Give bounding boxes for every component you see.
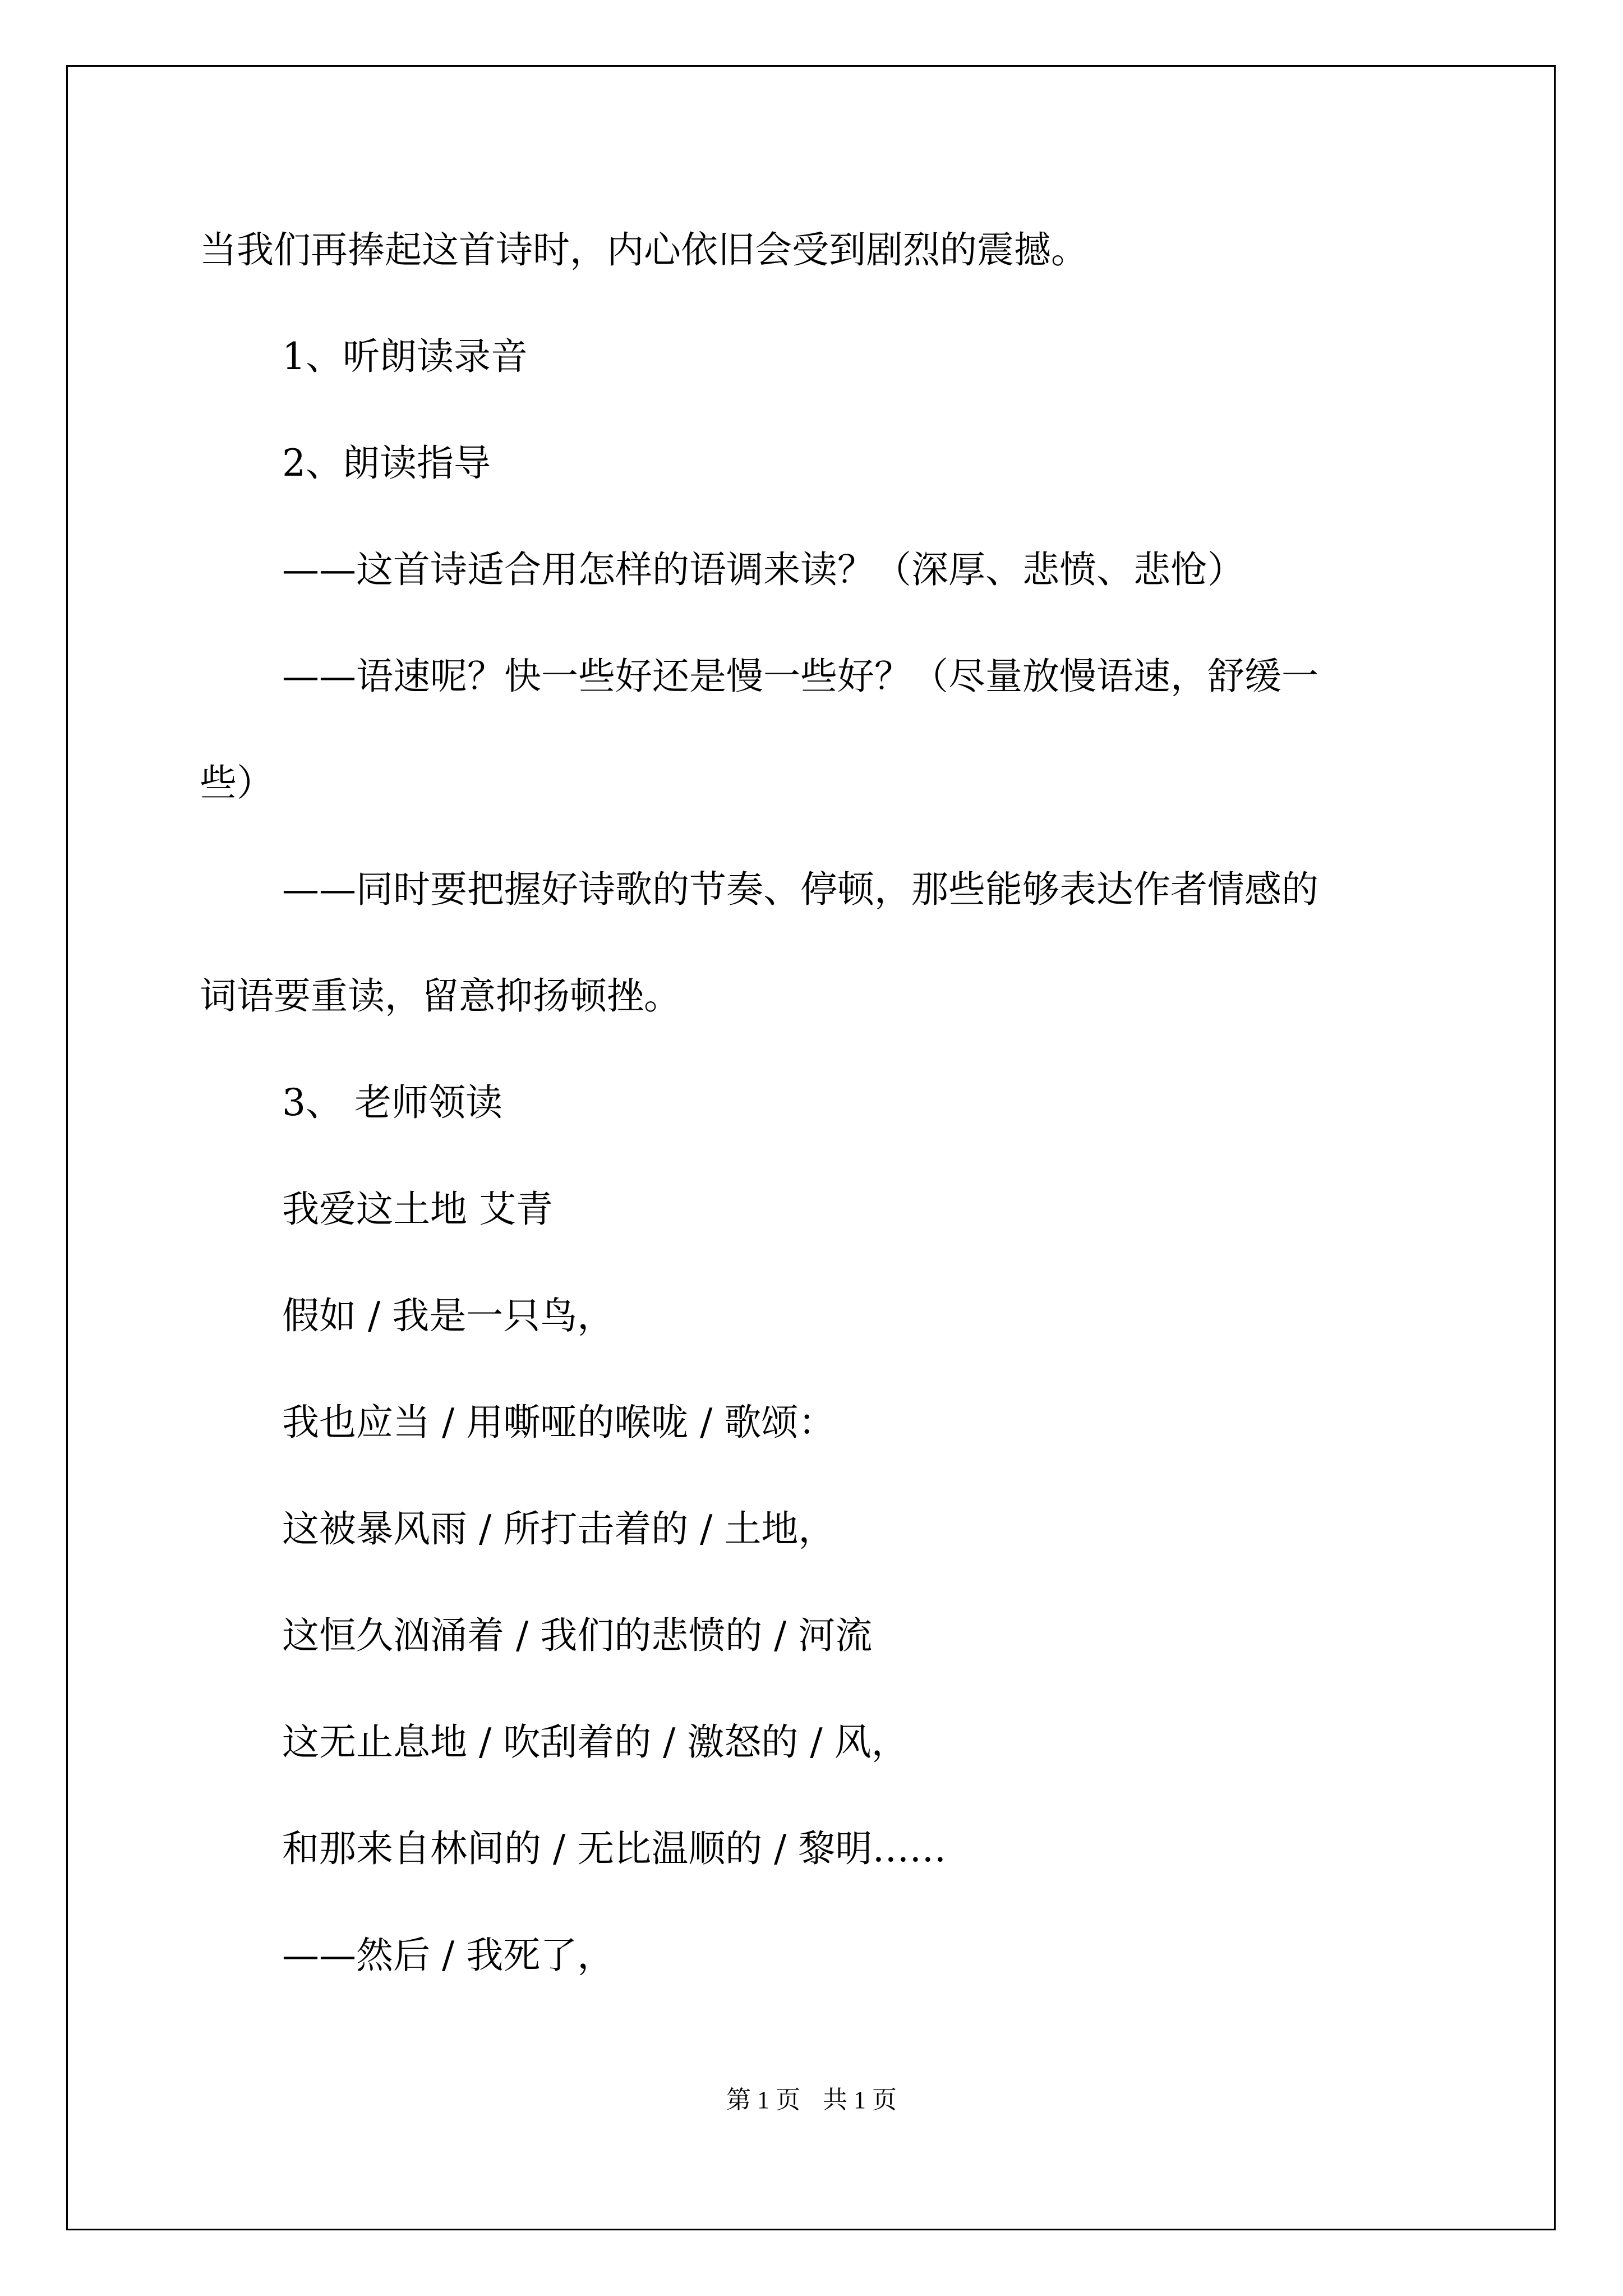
text-line: 我爱这土地 艾青: [282, 1188, 553, 1231]
text-line: 这被暴风雨 / 所打击着的 / 土地，: [282, 1507, 836, 1550]
page-footer: [0, 2085, 1623, 2115]
text-line: ——然后 / 我死了，: [282, 1934, 615, 1977]
text-line: 些）: [200, 761, 274, 804]
page-border: [66, 65, 1556, 2230]
text-line: 词语要重读，留意抑扬顿挫。: [200, 974, 681, 1018]
text-line: 和那来自林间的 / 无比温顺的 / 黎明……: [282, 1827, 947, 1870]
text-line: ——这首诗适合用怎样的语调来读？（深厚、悲愤、悲怆）: [282, 548, 1244, 591]
text-line: 1、听朗读录音: [282, 335, 528, 378]
text-line: ——语速呢？快一些好还是慢一些好？（尽量放慢语速，舒缓一: [282, 655, 1318, 698]
text-line: 假如 / 我是一只鸟，: [282, 1294, 615, 1337]
text-line: 我也应当 / 用嘶哑的喉咙 / 歌颂：: [282, 1401, 836, 1444]
page-number: 第 1 页: [726, 2086, 800, 2114]
page-total: 共 1 页: [823, 2086, 897, 2114]
text-line: ——同时要把握好诗歌的节奏、停顿，那些能够表达作者情感的: [282, 868, 1318, 911]
text-line: 3、 老师领读: [282, 1081, 502, 1124]
text-line: 2、朗读指导: [282, 441, 491, 485]
text-line: 这无止息地 / 吹刮着的 / 激怒的 / 风，: [282, 1720, 909, 1764]
text-line: 当我们再捧起这首诗时，内心依旧会受到剧烈的震撼。: [200, 228, 1088, 272]
text-line: 这恒久汹涌着 / 我们的悲愤的 / 河流: [282, 1614, 873, 1657]
